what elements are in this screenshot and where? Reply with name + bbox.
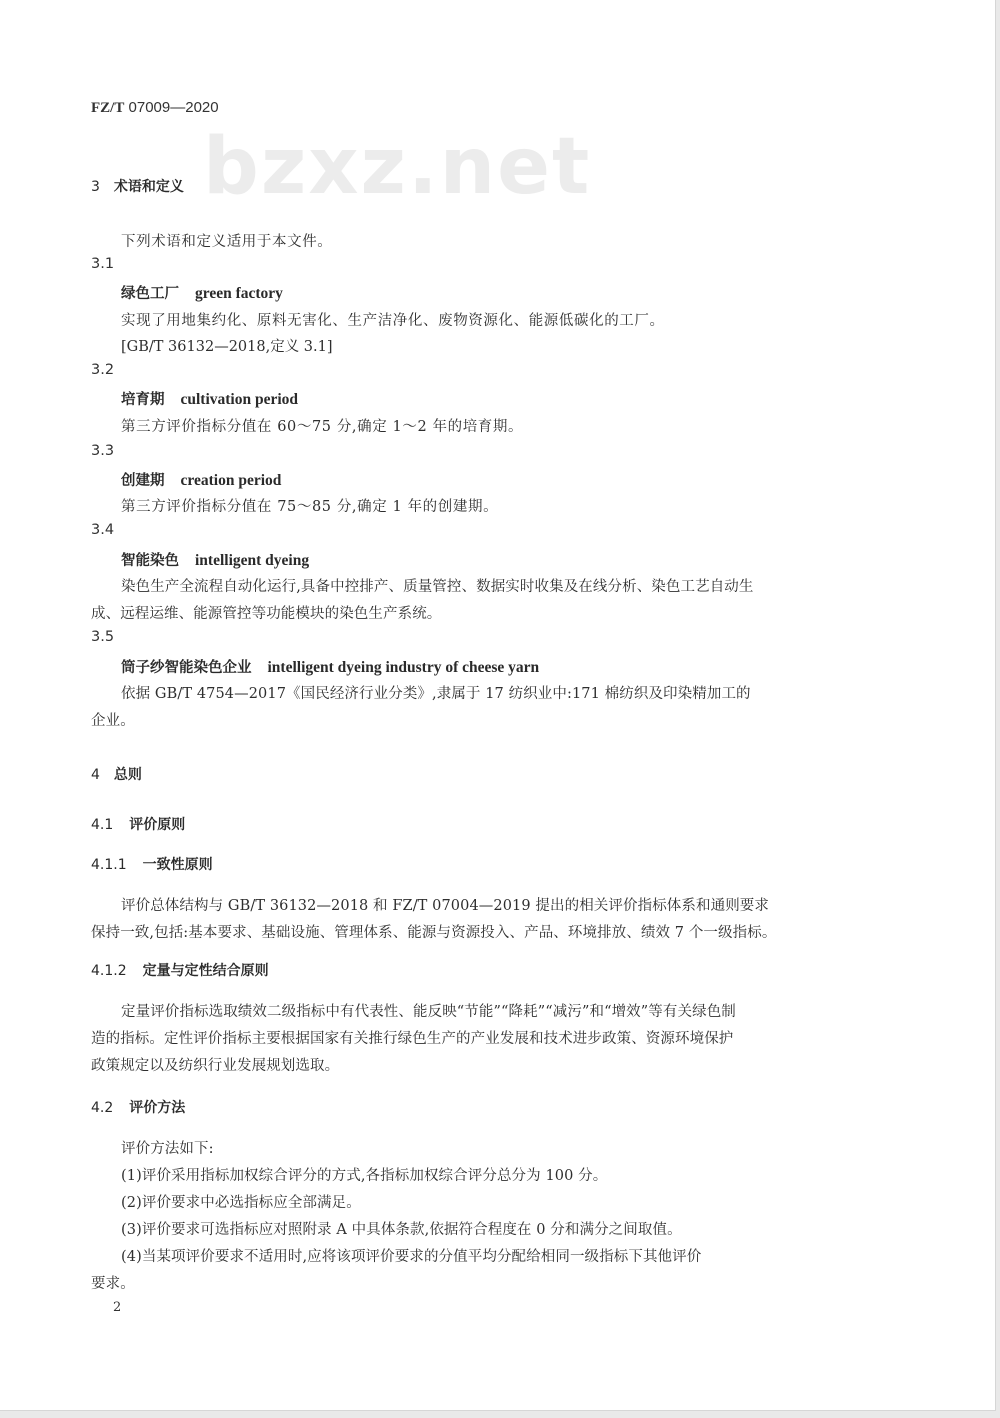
term-heading: 绿色工厂 green factory <box>121 285 283 302</box>
list-item: (1)评价采用指标加权综合评分的方式,各指标加权综合评分总分为 100 分。 <box>121 1168 608 1184</box>
term-definition: 成、远程运维、能源管控等功能模块的染色生产系统。 <box>91 606 442 622</box>
term-number: 3.2 <box>91 362 115 378</box>
section-4-1-heading: 4.1 评价原则 <box>91 817 186 833</box>
term-definition: 第三方评价指标分值在 60～75 分,确定 1～2 年的培育期。 <box>121 419 524 435</box>
term-definition: 实现了用地集约化、原料无害化、生产洁净化、废物资源化、能源低碳化的工厂。 <box>121 313 665 329</box>
term-definition: 依据 GB/T 4754—2017《国民经济行业分类》,隶属于 17 纺织业中:171 棉纺织及印染精加工的 <box>121 686 751 702</box>
term-heading: 智能染色 intelligent dyeing <box>121 552 310 569</box>
term-source: [GB/T 36132—2018,定义 3.1] <box>121 339 333 355</box>
term-heading: 创建期 creation period <box>121 472 282 489</box>
list-item: (3)评价要求可选指标应对照附录 A 中具体条款,依据符合程度在 0 分和满分之间取值。 <box>121 1222 682 1238</box>
section-4-1-1-heading: 4.1.1 一致性原则 <box>91 857 213 873</box>
paragraph: 定量评价指标选取绩效二级指标中有代表性、能反映“节能”“降耗”“减污”和“增效”等有关绿色制 <box>121 1004 736 1020</box>
term-heading: 培育期 cultivation period <box>121 391 299 408</box>
page-number: 2 <box>113 1300 122 1315</box>
paragraph: 政策规定以及纺织行业发展规划选取。 <box>91 1058 340 1074</box>
section-4-1-2-heading: 4.1.2 定量与定性结合原则 <box>91 963 269 979</box>
paragraph: 评价方法如下: <box>121 1141 214 1157</box>
paragraph: 造的指标。定性评价指标主要根据国家有关推行绿色生产的产业发展和技术进步政策、资源环境保护 <box>91 1031 734 1047</box>
watermark: bzxz.net <box>203 122 592 212</box>
section-4-heading: 4 总则 <box>91 767 142 783</box>
list-item: 要求。 <box>91 1276 135 1292</box>
section-4-2-heading: 4.2 评价方法 <box>91 1100 186 1116</box>
list-item: (2)评价要求中必选指标应全部满足。 <box>121 1195 361 1211</box>
term-definition: 企业。 <box>91 713 135 729</box>
term-number: 3.4 <box>91 522 115 538</box>
document-code <box>91 99 219 117</box>
term-definition: 染色生产全流程自动化运行,具备中控排产、质量管控、数据实时收集及在线分析、染色工艺自动生 <box>121 579 754 595</box>
paragraph: 保持一致,包括:基本要求、基础设施、管理体系、能源与资源投入、产品、环境排放、绩效 7 个一级指标。 <box>91 925 777 941</box>
term-heading: 筒子纱智能染色企业 intelligent dyeing industry of cheese yarn <box>121 659 540 676</box>
term-definition: 第三方评价指标分值在 75～85 分,确定 1 年的创建期。 <box>121 499 499 515</box>
section-3-intro: 下列术语和定义适用于本文件。 <box>121 234 333 250</box>
paragraph: 评价总体结构与 GB/T 36132—2018 和 FZ/T 07004—2019 提出的相关评价指标体系和通则要求 <box>121 898 769 914</box>
term-number: 3.5 <box>91 629 115 645</box>
term-number: 3.1 <box>91 256 115 272</box>
section-3-heading: 3 术语和定义 <box>91 179 184 195</box>
doc-code-prefix: FZ/T <box>91 100 125 116</box>
term-number: 3.3 <box>91 443 115 459</box>
list-item: (4)当某项评价要求不适用时,应将该项评价要求的分值平均分配给相同一级指标下其他评价 <box>121 1249 702 1265</box>
doc-code-number: 07009—2020 <box>128 99 219 116</box>
